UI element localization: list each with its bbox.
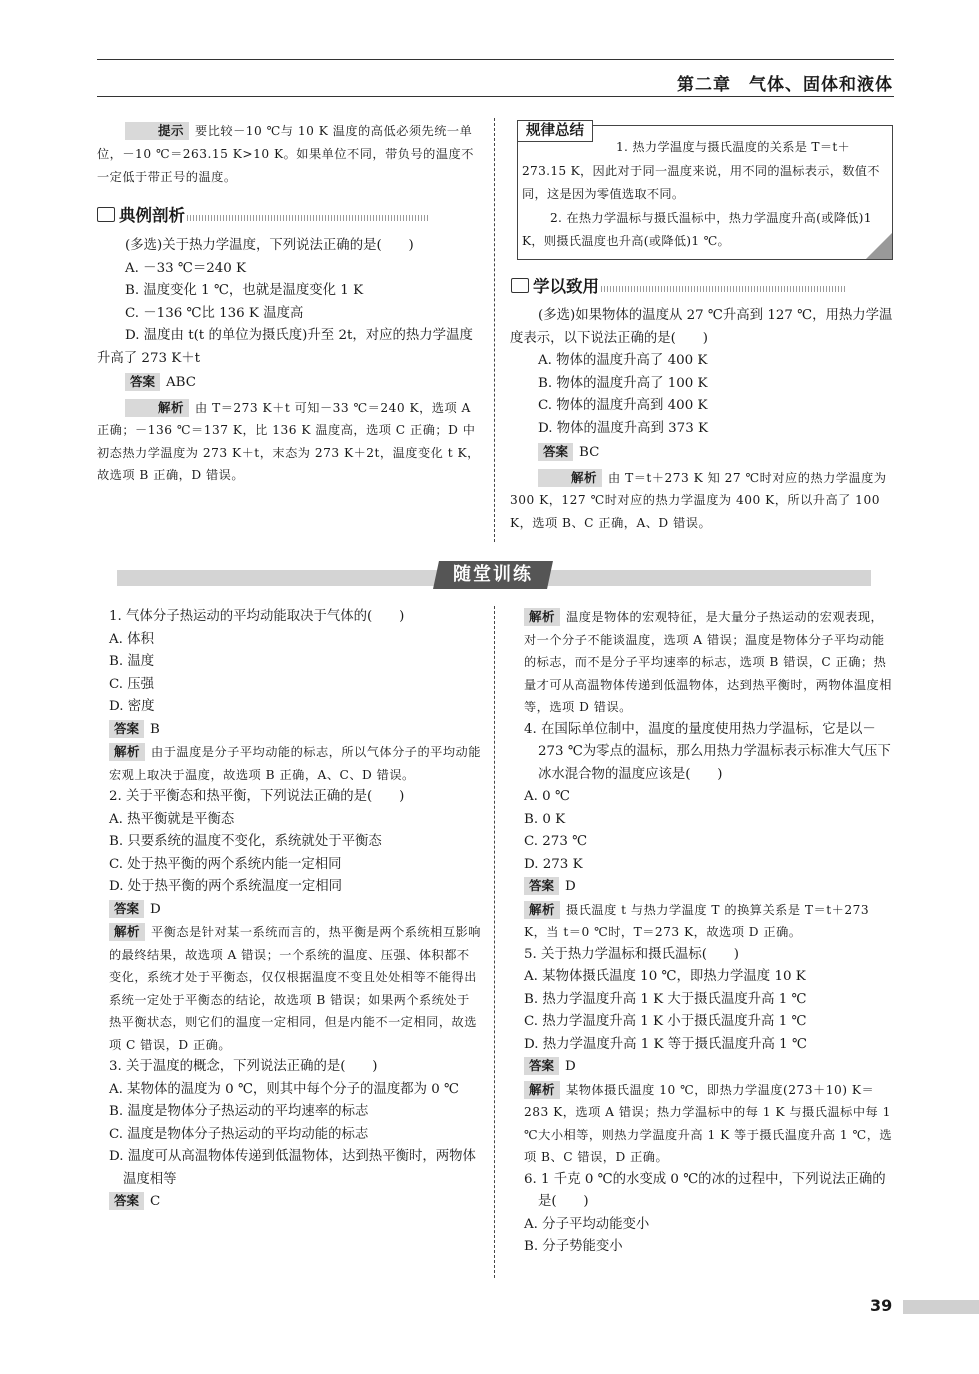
q5-answer: D <box>565 1059 576 1074</box>
q4-answer: D <box>565 879 576 894</box>
answer-tag: 答案 <box>125 373 160 391</box>
section-example <box>97 200 430 226</box>
hint-tag: 提示 <box>125 122 189 140</box>
page-number: 39 <box>870 1296 893 1315</box>
page-number-bar <box>903 1300 979 1314</box>
q3-analysis-line <box>510 606 894 719</box>
analysis-tag: 解析 <box>524 1081 560 1099</box>
section-apply-title: 学以致用 <box>533 277 599 296</box>
q5-answer-line <box>510 1056 894 1079</box>
apply-option-b: B. 物体的温度升高了 100 K <box>538 375 708 391</box>
q5-analysis: 某物体摄氏温度 10 ℃，即热力学温度(273＋10) K＝283 K，选项 A 错误；热力学温标中的每 1 K 与摄氏温标中每 1 ℃大小相等，则热力学温度升高 1 K 等于摄氏温度升高 1 ℃，选项 B、C 错误，D 正确。 <box>524 1082 893 1164</box>
example-analysis-line <box>97 397 480 487</box>
example-option-a: A. －33 ℃＝240 K <box>125 260 247 276</box>
answer-tag: 答案 <box>109 720 144 738</box>
apply-option-a: A. 物体的温度升高了 400 K <box>538 353 708 368</box>
example-option-c: C. －136 ℃比 136 K 温度高 <box>125 305 304 321</box>
q1-option-b: B. 温度 <box>109 654 155 669</box>
q1-answer-line <box>95 719 481 742</box>
answer-tag: 答案 <box>524 877 559 895</box>
q4-stem: 4. 在国际单位制中，温度的量度使用热力学温标，它是以－273 ℃为零点的温标，那么用热力学温标表示标准大气压下冰水混合物的温度应该是( ) <box>524 721 891 782</box>
example-option-d: D. 温度由 t(t 的单位为摄氏度)升至 2t，对应的热力学温度升高了 273 K＋t <box>97 328 473 366</box>
answer-tag: 答案 <box>538 443 573 461</box>
chapter-title: 第二章 气体、固体和液体 <box>677 75 893 95</box>
q3-answer: C <box>150 1194 161 1209</box>
q1-option-c: C. 压强 <box>109 676 155 692</box>
section-example-title: 典例剖析 <box>119 206 185 225</box>
q5-option-d: D. 热力学温度升高 1 K 等于摄氏温度升高 1 ℃ <box>524 1036 807 1052</box>
section-stripe <box>187 215 430 221</box>
q3-option-d: D. 温度可从高温物体传递到低温物体，达到热平衡时，两物体温度相等 <box>109 1149 476 1187</box>
q2-answer-line <box>95 899 481 922</box>
answer-tag: 答案 <box>524 1057 559 1075</box>
q4-answer-line <box>510 876 894 899</box>
q2-analysis-line <box>95 921 481 1056</box>
apply-option-c: C. 物体的温度升高到 400 K <box>538 398 708 413</box>
q3-option-b: B. 温度是物体分子热运动的平均速率的标志 <box>109 1104 369 1119</box>
section-box-icon <box>97 207 115 222</box>
q2-analysis: 平衡态是针对某一系统而言的，热平衡是两个系统相互影响的最终结果，故选项 A 错误；一个系统的温度、压强、体积都不变化，系统才处于平衡态，仅仅根据温度不变且处处相等不能得出系统一定处于平衡态的结论，故选项 B 错误；如果两个系统处于热平衡状态，则它们的温度一定相同，但是内能不一定相同，故选项 C 错误，D 正确。 <box>109 925 481 1052</box>
example-block <box>97 235 480 487</box>
q5-stem: 5. 关于热力学温标和摄氏温标( ) <box>524 946 739 962</box>
section-apply <box>511 271 846 297</box>
q1-option-a: A. 体积 <box>109 631 154 647</box>
q4-option-a: A. 0 ℃ <box>524 789 570 804</box>
q2-option-a: A. 热平衡就是平衡态 <box>109 811 235 827</box>
q1-answer: B <box>150 721 160 737</box>
q1-analysis-line <box>95 741 481 786</box>
q5-option-a: A. 某物体摄氏温度 10 ℃，即热力学温度 10 K <box>524 969 806 984</box>
analysis-tag: 解析 <box>109 923 145 941</box>
q1-option-d: D. 密度 <box>109 699 155 714</box>
q2-option-d: D. 处于热平衡的两个系统温度一定相同 <box>109 879 343 894</box>
example-answer: ABC <box>166 375 197 390</box>
analysis-tag: 解析 <box>538 469 602 487</box>
analysis-tag: 解析 <box>125 399 189 417</box>
q2-option-c: C. 处于热平衡的两个系统内能一定相同 <box>109 856 342 872</box>
q6-option-b: B. 分子势能变小 <box>524 1239 623 1254</box>
apply-analysis: 由 T＝t＋273 K 知 27 ℃时对应的热力学温度为 300 K，127 ℃时对应的热力学温度为 400 K，所以升高了 100 K，选项 B、C 正确，A、D 错误。 <box>510 470 887 530</box>
hint-text: 要比较－10 ℃与 10 K 温度的高低必须先统一单位，－10 ℃＝263.15 K>10 K。如果单位不同，带负号的温度不一定低于带正号的温度。 <box>97 124 474 184</box>
q2-answer: D <box>150 901 161 917</box>
answer-tag: 答案 <box>109 900 144 918</box>
q1-stem: 1. 气体分子热运动的平均动能取决于气体的( ) <box>109 609 405 624</box>
header-top-rule <box>97 59 894 60</box>
q1-analysis: 由于温度是分子平均动能的标志，所以气体分子的平均动能宏观上取决于温度，故选项 B 正确，A、C、D 错误。 <box>109 745 481 782</box>
rule-summary-tag: 规律总结 <box>517 120 593 142</box>
apply-block <box>510 305 894 534</box>
q3-stem: 3. 关于温度的概念，下列说法正确的是( ) <box>109 1059 378 1074</box>
banner-title: 随堂训练 <box>453 564 533 585</box>
q4-analysis: 摄氏温度 t 与热力学温度 T 的换算关系是 T＝t＋273 K，当 t＝0 ℃时，T＝273 K，故选项 D 正确。 <box>524 902 870 939</box>
rule-summary-box <box>517 125 893 260</box>
q4-option-b: B. 0 K <box>524 811 566 827</box>
hint-paragraph <box>97 120 480 189</box>
q4-analysis-line <box>510 899 894 944</box>
rule-p1: 1. 热力学温度与摄氏温度的关系是 T＝t＋273.15 K，因此对于同一温度来说，用不同的温标表示，数值不同，这是因为零值选取不同。 <box>522 140 880 201</box>
rule-summary-text <box>522 136 886 254</box>
apply-question: (多选)如果物体的温度从 27 ℃升高到 127 ℃，用热力学温度表示，以下说法正确的是( ) <box>510 308 893 346</box>
q5-option-c: C. 热力学温度升高 1 K 小于摄氏温度升高 1 ℃ <box>524 1014 807 1029</box>
q2-option-b: B. 只要系统的温度不变化，系统就处于平衡态 <box>109 834 382 849</box>
q4-option-d: D. 273 K <box>524 856 583 872</box>
apply-option-d: D. 物体的温度升高到 373 K <box>538 420 708 436</box>
apply-answer: BC <box>579 445 600 460</box>
bottom-right-column <box>510 606 894 1259</box>
apply-answer-line <box>510 442 894 465</box>
section-stripe <box>601 286 846 292</box>
column-divider-top <box>494 118 495 542</box>
q3-answer-line <box>95 1191 481 1214</box>
top-left-column <box>97 120 480 189</box>
answer-tag: 答案 <box>109 1192 144 1210</box>
q3-option-c: C. 温度是物体分子热运动的平均动能的标志 <box>109 1126 369 1142</box>
analysis-tag: 解析 <box>109 743 145 761</box>
example-option-b: B. 温度变化 1 ℃，也就是温度变化 1 K <box>125 283 364 298</box>
q3-analysis: 温度是物体的宏观特征，是大量分子热运动的宏观表现，对一个分子不能谈温度，选项 A 错误；温度是物体分子平均动能的标志，而不是分子平均速率的标志，选项 B 错误，C 正确；热量才可从高温物体传递到低温物体，达到热平衡时，两物体温度相等，选项 D 错误。 <box>524 610 892 714</box>
analysis-tag: 解析 <box>524 608 560 626</box>
q2-stem: 2. 关于平衡态和热平衡，下列说法正确的是( ) <box>109 789 405 804</box>
page-fold-corner <box>866 233 892 259</box>
analysis-tag: 解析 <box>524 901 560 919</box>
header-bottom-rule <box>97 96 894 97</box>
example-question: (多选)关于热力学温度，下列说法正确的是( ) <box>125 238 414 253</box>
apply-analysis-line <box>510 467 894 535</box>
q5-analysis-line <box>510 1079 894 1169</box>
q6-stem: 6. 1 千克 0 ℃的水变成 0 ℃的冰的过程中，下列说法正确的是( ) <box>524 1171 886 1209</box>
column-divider-bottom <box>494 606 495 1278</box>
q3-option-a: A. 某物体的温度为 0 ℃，则其中每个分子的温度都为 0 ℃ <box>109 1081 460 1097</box>
example-answer-line <box>97 372 480 395</box>
q4-option-c: C. 273 ℃ <box>524 834 588 849</box>
q6-option-a: A. 分子平均动能变小 <box>524 1216 650 1232</box>
q5-option-b: B. 热力学温度升高 1 K 大于摄氏温度升高 1 ℃ <box>524 991 807 1007</box>
section-box-icon <box>511 278 529 293</box>
bottom-left-column <box>95 606 481 1214</box>
example-analysis: 由 T＝273 K＋t 可知－33 ℃＝240 K，选项 A 正确；－136 ℃＝137 K，比 136 K 温度高，选项 C 正确；D 中初态热力学温度为 273 K＋t，末态为 273 K＋2t，温度变化 t K，故选项 B 正确，D 错误。 <box>97 400 480 482</box>
rule-p2: 2. 在热力学温标与摄氏温标中，热力学温度升高(或降低)1 K，则摄氏温度也升高(或降低)1 ℃。 <box>522 210 872 248</box>
